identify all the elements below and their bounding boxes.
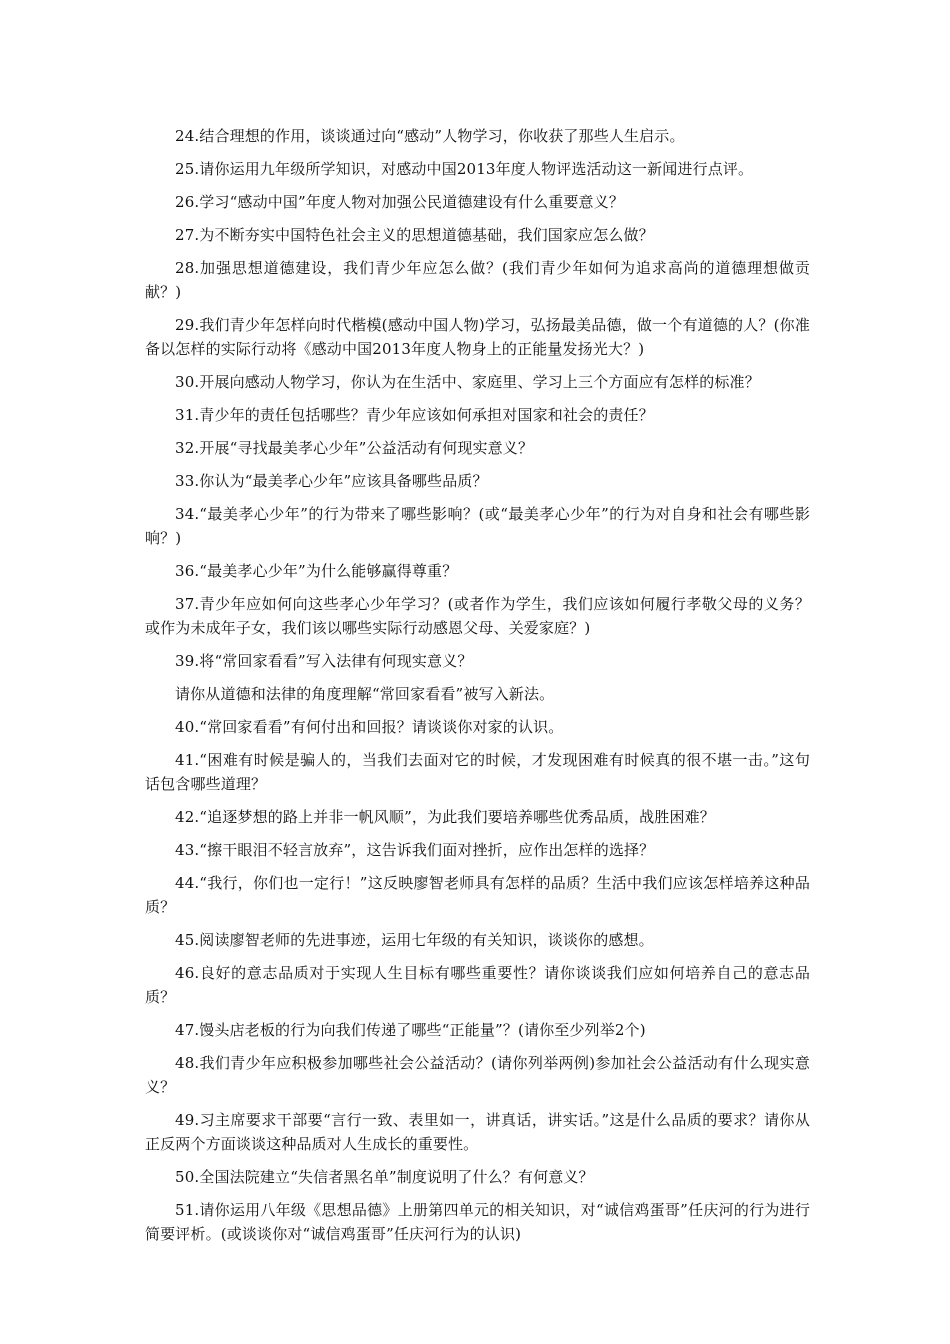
- question-50: 50.全国法院建立“失信者黑名单”制度说明了什么？有何意义？: [175, 1168, 594, 1186]
- question-36: 36.“最美孝心少年”为什么能够赢得尊重？: [175, 562, 458, 580]
- question-28: 28.加强思想道德建设，我们青少年应怎么做？(我们青少年如何为追求高尚的道德理想做贡献？): [145, 259, 810, 301]
- question-37: 37.青少年应如何向这些孝心少年学习？(或者作为学生，我们应该如何履行孝敬父母的义务？或作为未成年子女，我们该以哪些实际行动感恩父母、关爱家庭？): [145, 595, 810, 637]
- document-page: [145, 124, 810, 1255]
- question-51: 51.请你运用八年级《思想品德》上册第四单元的相关知识，对“诚信鸡蛋哥”任庆河的行为进行简要评析。(或谈谈你对“诚信鸡蛋哥”任庆河行为的认识): [145, 1201, 810, 1243]
- question-46: 46.良好的意志品质对于实现人生目标有哪些重要性？请你谈谈我们应如何培养自己的意志品质？: [145, 964, 810, 1006]
- question-34: 34.“最美孝心少年”的行为带来了哪些影响？(或“最美孝心少年”的行为对自身和社会有哪些影响？): [145, 505, 810, 547]
- question-39-sub: 请你从道德和法律的角度理解“常回家看看”被写入新法。: [175, 685, 555, 703]
- question-26: 26.学习“感动中国”年度人物对加强公民道德建设有什么重要意义？: [175, 193, 624, 211]
- question-44: 44.“我行，你们也一定行！”这反映廖智老师具有怎样的品质？生活中我们应该怎样培养这种品质？: [145, 874, 810, 916]
- question-32: 32.开展“寻找最美孝心少年”公益活动有何现实意义？: [175, 439, 534, 457]
- question-45: 45.阅读廖智老师的先进事迹，运用七年级的有关知识，谈谈你的感想。: [175, 931, 654, 949]
- question-43: 43.“擦干眼泪不轻言放弃”，这告诉我们面对挫折，应作出怎样的选择？: [175, 841, 655, 859]
- question-25: 25.请你运用九年级所学知识，对感动中国2013年度人物评选活动这一新闻进行点评。: [175, 160, 754, 178]
- question-41: 41.“困难有时候是骗人的，当我们去面对它的时候，才发现困难有时候真的很不堪一击。”这句话包含哪些道理？: [145, 751, 810, 793]
- question-39: 39.将“常回家看看”写入法律有何现实意义？: [175, 652, 473, 670]
- question-30: 30.开展向感动人物学习，你认为在生活中、家庭里、学习上三个方面应有怎样的标准？: [175, 373, 760, 391]
- question-42: 42.“追逐梦想的路上并非一帆风顺”，为此我们要培养哪些优秀品质，战胜困难？: [175, 808, 715, 826]
- question-47: 47.馒头店老板的行为向我们传递了哪些“正能量”？(请你至少列举2个): [175, 1021, 646, 1039]
- question-40: 40.“常回家看看”有何付出和回报？请谈谈你对家的认识。: [175, 718, 564, 736]
- question-29: 29.我们青少年怎样向时代楷模(感动中国人物)学习，弘扬最美品德，做一个有道德的人？(你准备以怎样的实际行动将《感动中国2013年度人物身上的正能量发扬光大？): [145, 316, 810, 358]
- question-33: 33.你认为“最美孝心少年”应该具备哪些品质？: [175, 472, 488, 490]
- question-31: 31.青少年的责任包括哪些？青少年应该如何承担对国家和社会的责任？: [175, 406, 654, 424]
- question-48: 48.我们青少年应积极参加哪些社会公益活动？(请你列举两例)参加社会公益活动有什么现实意义？: [145, 1054, 810, 1096]
- question-27: 27.为不断夯实中国特色社会主义的思想道德基础，我们国家应怎么做？: [175, 226, 654, 244]
- question-49: 49.习主席要求干部要“言行一致、表里如一，讲真话，讲实话。”这是什么品质的要求？请你从正反两个方面谈谈这种品质对人生成长的重要性。: [145, 1111, 810, 1153]
- question-24: 24.结合理想的作用，谈谈通过向“感动”人物学习，你收获了那些人生启示。: [175, 127, 685, 145]
